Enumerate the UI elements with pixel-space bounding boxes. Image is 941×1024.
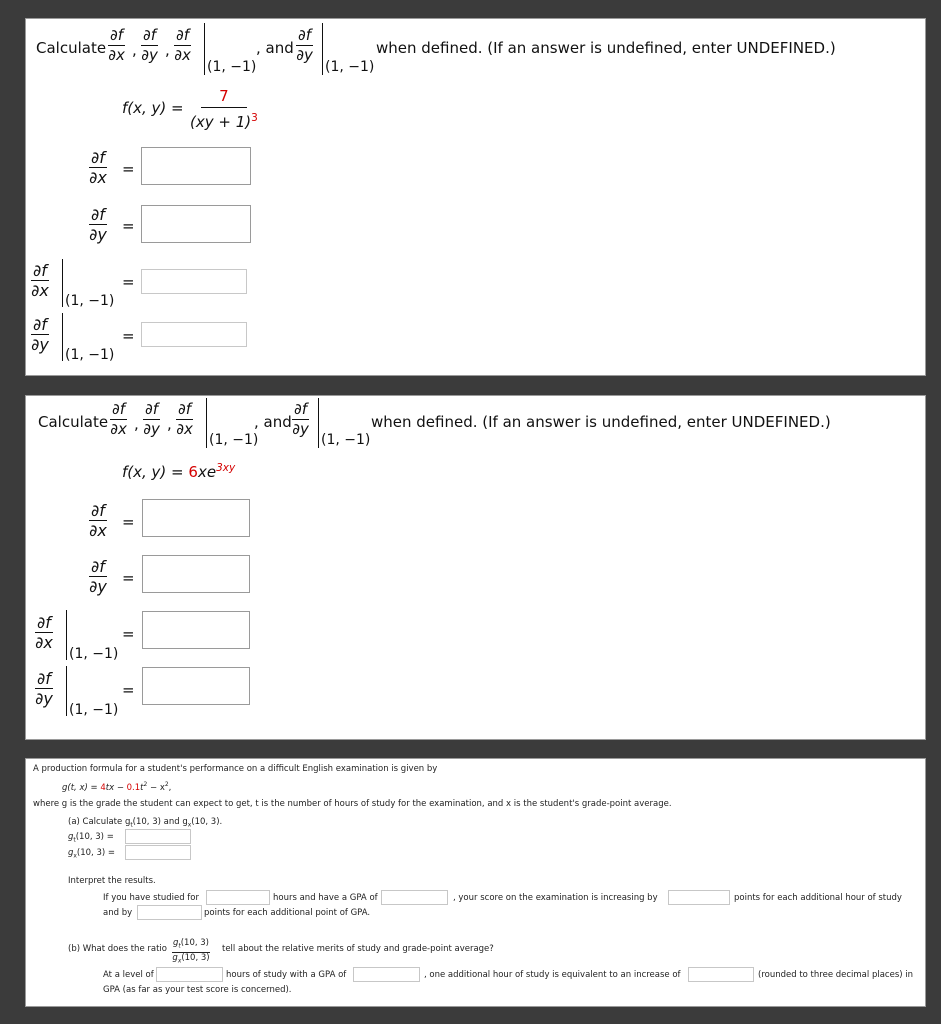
function-fraction [190,88,258,131]
df-dy-eval-answer-label: $\frac{\partial f}{\partial y}$ [31,315,49,354]
function-numerator: 7 [201,88,247,108]
df-dx-answer-label: $\frac{\partial f}{\partial x}$ [89,148,107,187]
df-dx-eval-answer-label: $\frac{\partial f}{\partial x}$ [35,613,53,652]
instruction-text: when defined. (If an answer is undefined, enter UNDEFINED.) [371,413,831,431]
function-definition: f(x, $y) = 6xe^{3xy}$ [122,462,236,481]
gpa-level-input[interactable] [353,967,420,982]
problem-1-panel: Calculate $\frac{\partial f}{\partial x}$ , $\frac{\partial f}{\partial y}$ , $\frac{\partial f}{\partial x}$ (1, −1) , and $\frac{\partial f}{\partial y}$ (1, −1) when defined. (If an answer is undefined, enter UNDEFINED.) f(x, y) = $\frac{7}{(xy + 1)^3}$ $\frac{\partial f}{\partial x}$ = $\frac{\partial f}{\partial y}$ = $\frac{\partial f}{\partial x}$ (1, −1) = $\frac{\partial f}{\partial y}$ (1, −1) = [25,18,926,376]
df-dy-input[interactable] [142,555,250,593]
evaluation-bar [204,23,205,75]
interpret-heading: Interpret the results. [68,876,156,886]
problem-intro: A production formula for a student's performance on a difficult English examination is given by [33,764,438,774]
eval-point: (1, −1) [325,59,375,75]
eval-point: (1, −1) [207,59,257,75]
problem-2-panel: Calculate $\frac{\partial f}{\partial x}$ , $\frac{\partial f}{\partial y}$ , $\frac{\partial f}{\partial x}$ (1, −1) , and $\frac{\partial f}{\partial y}$ (1, −1) when defined. (If an answer is undefined, enter UNDEFINED.) f(x, $y) = 6xe^{3xy}$ $\frac{\partial f}{\partial x}$ = $\frac{\partial f}{\partial y}$ = $\frac{\partial f}{\partial x}$ (1, −1) = $\frac{\partial f}{\partial y}$ (1, −1) = [25,395,926,740]
df-dy-fraction: $\frac{\partial f}{\partial y}$ [143,400,160,438]
points-per-hour-input[interactable] [668,890,730,905]
problem-3-panel: A production formula for a student's performance on a difficult English examination is given by g(t, $x) = 4tx - 0.1t^2 - x^2$, where g is the grade the student can expect to get, t is the number of hours of study for the examination, and x is the student's grade-point average. (a) Calculate $g_t(10$, 3) and $g_x(10$, 3). $g_t(10$, 3) = $g_x(10$, 3) = Interpret the results. If you have studied for hours and have a GPA of , your score on the examination is increasing by points for each additional hour of study and by points for each additional point of GPA. (b) What does the ratio $g_t(10$, 3) $g_x(10$, 3) tell about the relative merits of study and grade-point average? At a level of hours of study with a GPA of , one additional hour of study is equivalent to an increase of (rounded to three decimal places) in GPA (as far as your test score is concerned). [25,758,926,1007]
calculate-label: Calculate [38,413,109,431]
df-dy-fraction: $\frac{\partial f}{\partial y}$ [141,26,158,64]
gx-input[interactable] [125,845,191,860]
df-dy-eval-answer-label: $\frac{\partial f}{\partial y}$ [35,669,53,708]
calculate-label: Calculate [36,39,107,57]
gt-label: $g_t(10$, 3) = [68,832,114,844]
df-dx-eval-input[interactable] [142,611,250,649]
df-dy-answer-label: $\frac{\partial f}{\partial y}$ [89,205,107,244]
df-dy-eval-fraction: $\frac{\partial f}{\partial y}$ [292,400,309,438]
df-dx-answer-label: $\frac{\partial f}{\partial x}$ [89,501,107,540]
df-dx-eval-fraction: $\frac{\partial f}{\partial x}$ [174,26,191,64]
and-label: , and [256,39,294,57]
instruction-text: when defined. (If an answer is undefined, enter UNDEFINED.) [376,39,836,57]
hours-studied-input[interactable] [206,890,270,905]
gt-input[interactable] [125,829,191,844]
df-dx-fraction: $\frac{\partial f}{\partial x}$ [110,400,127,438]
df-dx-eval-fraction: $\frac{\partial f}{\partial x}$ [176,400,193,438]
ratio-fraction: $g_t(10$, 3) $g_x(10$, 3) [172,938,210,965]
points-per-gpa-input[interactable] [137,905,202,920]
gpa-input[interactable] [381,890,448,905]
variable-description: where g is the grade the student can expect to get, t is the number of hours of study for the examination, and x is the student's grade-point average. [33,799,672,809]
function-denominator: (xy + 1) [190,113,252,131]
hours-level-input[interactable] [156,967,223,982]
evaluation-bar [322,23,323,75]
df-dx-fraction: $\frac{\partial f}{\partial x}$ [108,26,125,64]
df-dx-input[interactable] [141,147,251,185]
and-label: , and [254,413,292,431]
df-dx-eval-answer-label: $\frac{\partial f}{\partial x}$ [31,261,49,300]
df-dx-input[interactable] [142,499,250,537]
gpa-equivalent-input[interactable] [688,967,754,982]
df-dy-eval-input[interactable] [141,322,247,347]
production-formula: g(t, $x) = 4tx - 0.1t^2 - x^2$, [62,781,172,793]
df-dy-answer-label: $\frac{\partial f}{\partial y}$ [89,557,107,596]
function-exponent: 3 [251,112,258,124]
function-lhs: f(x, y) = [122,99,184,117]
gx-label: $g_x(10$, 3) = [68,848,116,860]
df-dx-eval-input[interactable] [141,269,247,294]
df-dy-eval-input[interactable] [142,667,250,705]
df-dy-input[interactable] [141,205,251,243]
part-a-prompt: (a) Calculate $g_t(10$, 3) and $g_x(10$, 3). [68,817,223,829]
df-dy-eval-fraction: $\frac{\partial f}{\partial y}$ [296,26,313,64]
